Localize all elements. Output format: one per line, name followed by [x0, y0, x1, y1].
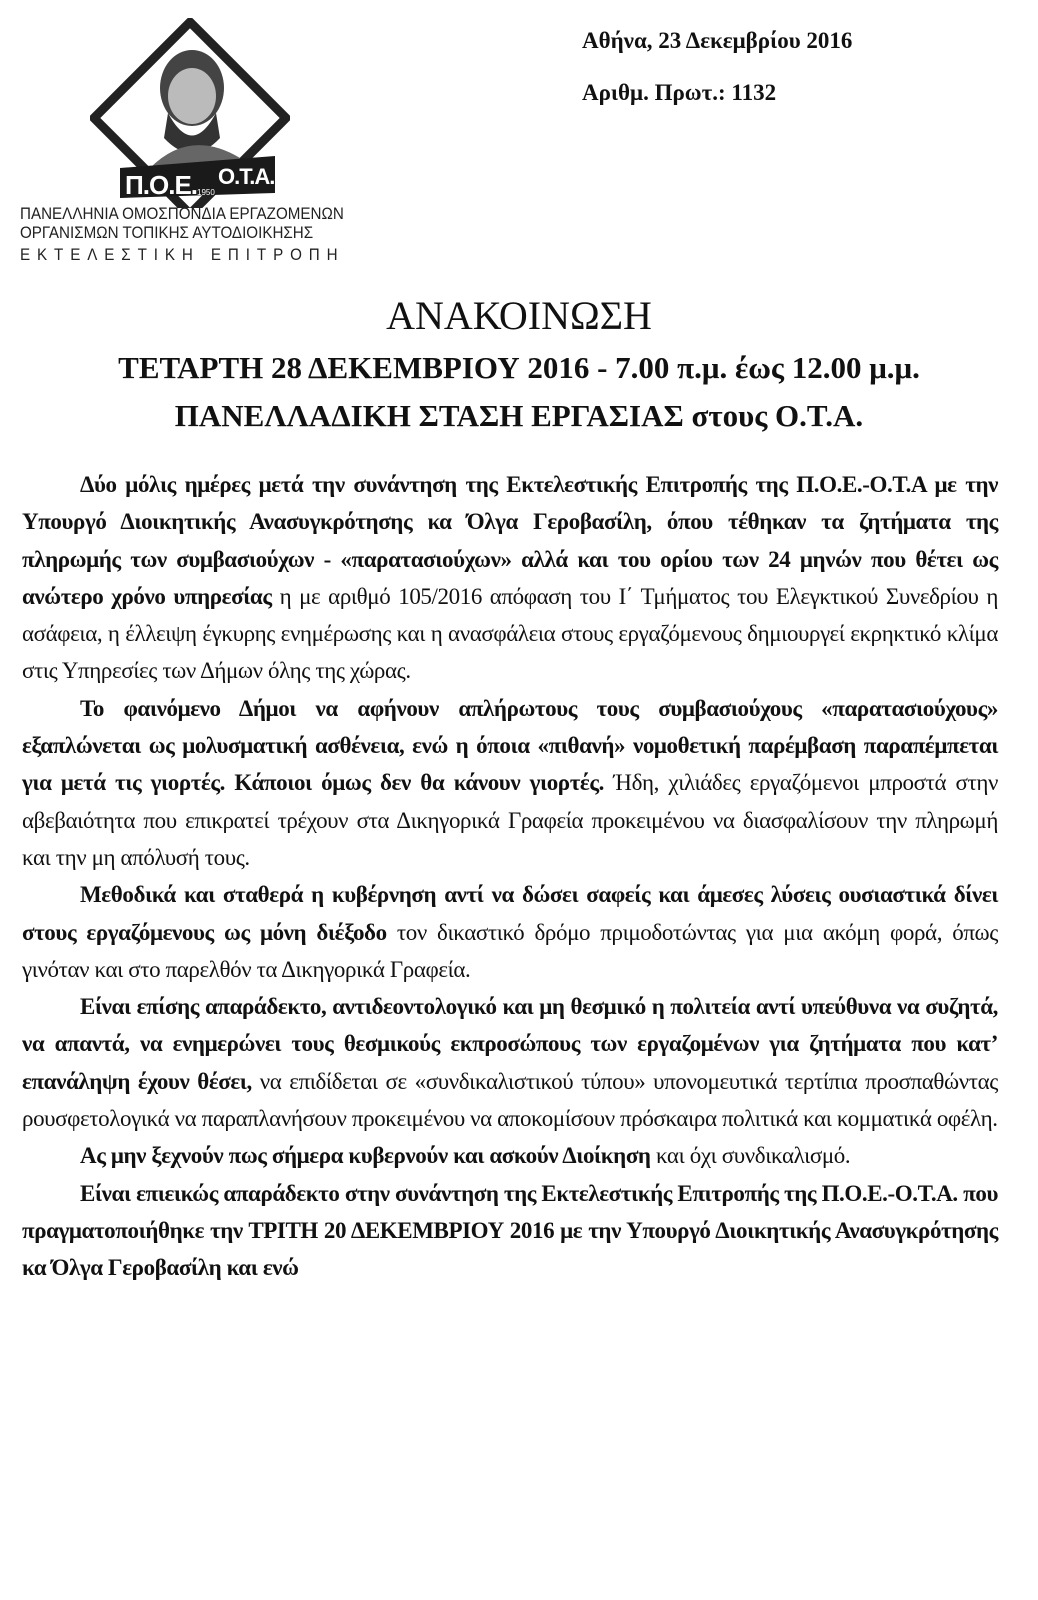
document-subtitle-strike: ΠΑΝΕΛΛΑΔΙΚΗ ΣΤΑΣΗ ΕΡΓΑΣΙΑΣ στους Ο.Τ.Α.: [174, 398, 864, 433]
body-paragraph: [22, 988, 998, 1137]
paragraph-bold-text: Το φαινόμενο Δήμοι να αφήνουν απλήρωτους τους συμβασιούχους «παρατασιούχους» εξαπλώνεται ως μολυσματική ασθένεια, ενώ η όποια «πιθανή» νομοθετική παρέμβαση παραπέμπεται για μετά τις γιορτές. Κάποιοι όμως δεν θα κάνουν γιορτές.: [22, 695, 998, 796]
paragraph-text: και όχι συνδικαλισμό.: [650, 1143, 851, 1169]
paragraph-text: η με αριθμό 105/2016 απόφαση του Ι΄ Τμήματος του Ελεγκτικού Συνεδρίου η ασάφεια, η έλλειψη έγκυρης ενημέρωσης και η ανασφάλεια στους εργαζόμενους δημιουργεί εκρηκτικό κλίμα στις Υπηρεσίες των Δήμων όλης της χώρας.: [22, 583, 998, 684]
document-body: [22, 466, 998, 1287]
organization-name: [20, 205, 345, 265]
logo-text-right: Ο.Τ.Α.: [218, 164, 275, 189]
logo-text-left: Π.Ο.Ε.: [125, 170, 198, 200]
document-title: ΑΝΑΚΟΙΝΩΣΗ: [386, 293, 652, 338]
paragraph-bold-text: Δύο μόλις ημέρες μετά την συνάντηση της Εκτελεστικής Επιτροπής της Π.Ο.Ε.-Ο.Τ.Α με την Υπουργό Διοικητικής Ανασυγκρότησης κα Όλγα Γεροβασίλη, όπου τέθηκαν τα ζητήματα της πληρωμής των συμβασιούχων - «παρατασιούχων» αλλά και του ορίου των 24 μηνών που θέτει ως ανώτερο χρόνο υπηρεσίας: [22, 472, 998, 609]
organization-line-3: ΕΚΤΕΛΕΣΤΙΚΗ ΕΠΙΤΡΟΠΗ: [20, 246, 345, 264]
document-date: Αθήνα, 23 Δεκεμβρίου 2016: [582, 28, 853, 53]
paragraph-text: τον δικαστικό δρόμο πριμοδοτώντας για μια ακόμη φορά, όπως γινόταν και στο παρελθόν τα Δικηγορικά Γραφεία.: [22, 919, 998, 982]
paragraph-bold-text: Είναι επίσης απαράδεκτο, αντιδεοντολογικό και μη θεσμικό η πολιτεία αντί υπεύθυνα να συζητά, να απαντά, να ενημερώνει τους θεσμικούς εκπροσώπους των εργαζομένων για ζητήματα που κατ’ επανάληψη έχουν θέσει,: [22, 994, 998, 1094]
protocol-number: Αριθμ. Πρωτ.: 1132: [582, 80, 777, 105]
body-paragraph: [22, 466, 998, 690]
body-paragraph: [22, 1137, 998, 1174]
paragraph-text: να επιδίδεται σε «συνδικαλιστικού τύπου» υπονομευτικά τερτίπια προσπαθώντας ρουσφετολογικά να παραπλανήσουν προκειμένου να αποκομίσουν πρόσκαιρα πολιτικά και κομματικά οφέλη.: [22, 1068, 998, 1132]
paragraph-text: Ήδη, χιλιάδες εργαζόμενοι μπροστά στην αβεβαιότητα που επικρατεί τρέχουν στα Δικηγορικά Γραφεία προκειμένου να διασφαλίσουν την πληρωμή και την μη απόλυσή τους.: [22, 770, 998, 870]
body-paragraph: [22, 1175, 998, 1287]
logo-year: 1950: [197, 188, 215, 197]
body-paragraph: [22, 690, 998, 876]
body-paragraph: [22, 876, 998, 988]
document-meta: [582, 28, 852, 132]
paragraph-bold-text: Ας μην ξεχνούν πως σήμερα κυβερνούν και ασκούν Διοίκηση: [80, 1143, 651, 1169]
document-subtitle-date: ΤΕΤΑΡΤΗ 28 ΔΕΚΕΜΒΡΙΟΥ 2016 - 7.00 π.μ. έως 12.00 μ.μ.: [118, 350, 920, 385]
organization-line-2: ΟΡΓΑΝΙΣΜΩΝ ΤΟΠΙΚΗΣ ΑΥΤΟΔΙΟΙΚΗΣΗΣ: [20, 224, 314, 242]
paragraph-bold-text: Είναι επιεικώς απαράδεκτο στην συνάντηση της Εκτελεστικής Επιτροπής της Π.Ο.Ε.-Ο.Τ.Α. που πραγματοποιήθηκε την ΤΡΙΤΗ 20 ΔΕΚΕΜΒΡΙΟΥ 2016 με την Υπουργό Διοικητικής Ανασυγκρότησης κα Όλγα Γεροβασίλη και ενώ: [22, 1180, 998, 1281]
paragraph-bold-text: Μεθοδικά και σταθερά η κυβέρνηση αντί να δώσει σαφείς και άμεσες λύσεις ουσιαστικά δίνει στους εργαζόμενους ως μόνη διέξοδο: [22, 882, 998, 945]
organization-line-1: ΠΑΝΕΛΛΗΝΙΑ ΟΜΟΣΠΟΝΔΙΑ ΕΡΓΑΖΟΜΕΝΩΝ: [20, 205, 344, 223]
